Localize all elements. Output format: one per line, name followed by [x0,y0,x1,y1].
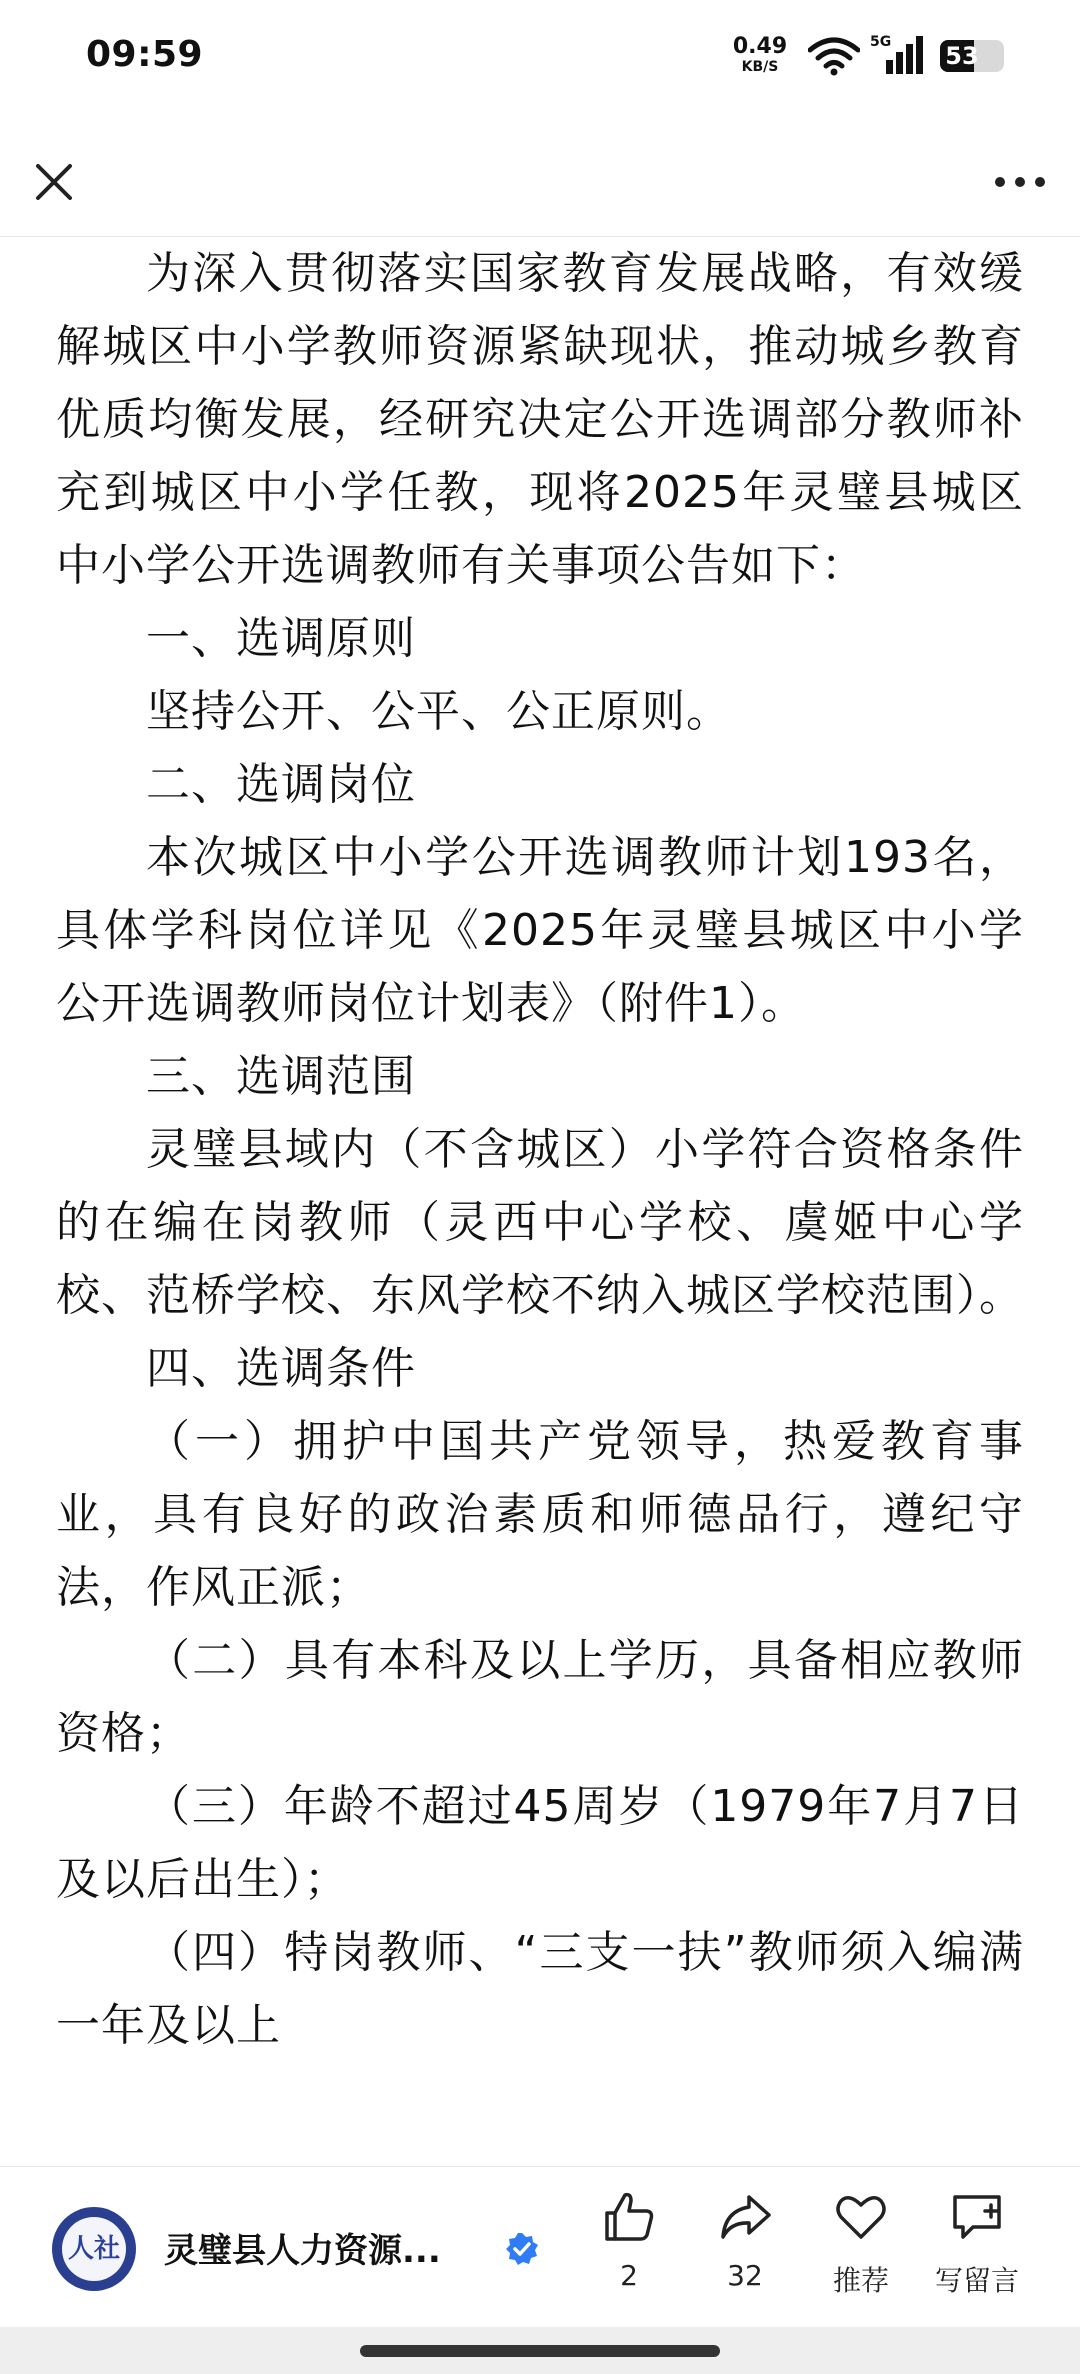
home-indicator-area [0,2327,1080,2374]
battery-level: 53 [945,42,979,70]
article-paragraph: （三）年龄不超过45周岁（1979年7月7日及以后出生）； [56,1781,1024,1905]
wifi-icon [808,36,860,76]
article-paragraph: （一）拥护中国共产党领导，热爱教育事业，具有良好的政治素质和师德品行，遵纪守法，作风正派； [56,1416,1024,1613]
account-name[interactable]: 灵璧县人力资源... [164,2231,441,2271]
home-indicator[interactable] [360,2345,720,2357]
comment-add-icon [947,2189,1007,2245]
bottom-action-bar [0,2166,1080,2327]
status-time: 09:59 [86,34,204,75]
net-speed-unit: KB/S [741,59,779,75]
close-icon[interactable] [30,158,78,206]
section-heading: 一、选调原则 [146,613,416,664]
recommend-button[interactable] [806,2189,916,2299]
network-type-label: 5G [870,34,892,50]
write-comment-button[interactable] [922,2189,1032,2299]
avatar-logo-text: 人社 [62,2217,126,2281]
section-heading: 四、选调条件 [146,1343,416,1394]
section-heading: 二、选调岗位 [146,759,416,810]
article-paragraph: 坚持公开、公平、公正原则。 [146,686,731,737]
article-paragraph: 灵璧县域内（不含城区）小学符合资格条件的在编在岗教师（灵西中心学校、虞姬中心学校、范桥学校、东风学校不纳入城区学校范围）。 [56,1124,1024,1321]
net-speed-value: 0.49 [732,34,788,59]
account-avatar[interactable] [52,2207,136,2291]
like-count: 2 [620,2259,638,2292]
share-button[interactable] [690,2189,800,2292]
article-content[interactable] [0,237,1080,2165]
battery-icon [940,40,1004,72]
cell-signal-icon [870,34,926,78]
verified-badge-icon [504,2231,540,2267]
article-paragraph: 本次城区中小学公开选调教师计划193名，具体学科岗位详见《2025年灵璧县城区中小学公开选调教师岗位计划表》（附件1）。 [56,832,1024,1029]
article-paragraph: 为深入贯彻落实国家教育发展战略，有效缓解城区中小学教师资源紧缺现状，推动城乡教育优质均衡发展，经研究决定公开选调部分教师补充到城区中小学任教，现将2025年灵璧县城区中小学公开选调教师有关事项公告如下： [56,248,1024,591]
section-heading: 三、选调范围 [146,1051,416,1102]
heart-icon [833,2189,889,2245]
share-count: 32 [727,2259,763,2292]
net-speed [728,36,792,74]
app-bar [0,120,1080,237]
article-paragraph: （二）具有本科及以上学历，具备相应教师资格； [56,1635,1024,1759]
comment-label: 写留言 [934,2264,1019,2297]
like-button[interactable] [574,2189,684,2292]
share-icon [717,2189,773,2245]
thumbs-up-icon [601,2189,657,2245]
status-bar [0,0,1080,120]
article-body [0,237,1080,2062]
recommend-label: 推荐 [832,2264,889,2297]
more-options-icon[interactable] [990,164,1050,200]
article-paragraph: （四）特岗教师、“三支一扶”教师须入编满一年及以上 [56,1927,1024,2051]
